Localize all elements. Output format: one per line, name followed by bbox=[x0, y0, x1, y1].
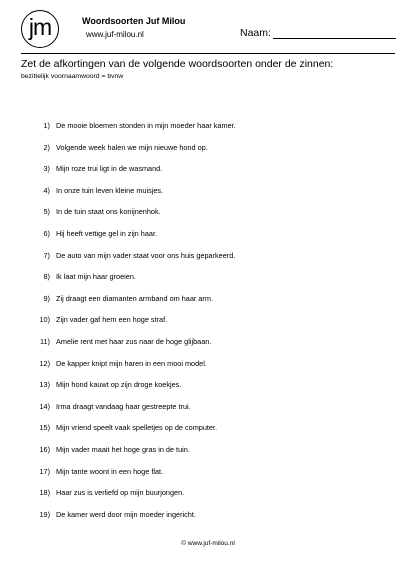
name-field bbox=[240, 27, 396, 39]
sentence-text: Mijn tante woont in een hoge flat. bbox=[56, 466, 164, 476]
sentence-number: 4) bbox=[43, 185, 50, 195]
sentence-text: Zij draagt een diamanten armband om haar arm. bbox=[56, 293, 213, 303]
sentence-number: 18) bbox=[39, 488, 50, 498]
instruction-text: Zet de afkortingen van de volgende woordsoorten onder de zinnen: bbox=[21, 58, 334, 70]
sentence-text: Amelie rent met haar zus naar de hoge glijbaan. bbox=[56, 336, 212, 346]
sentence-item bbox=[32, 315, 392, 337]
name-label: Naam: bbox=[240, 27, 271, 39]
sentence-number: 15) bbox=[39, 423, 50, 433]
sentence-item bbox=[32, 186, 392, 208]
sentence-number: 11) bbox=[39, 336, 50, 346]
sentence-number: 6) bbox=[43, 228, 50, 238]
sentence-text: Haar zus is verliefd op mijn buurjongen. bbox=[56, 488, 185, 498]
abbreviation-key: bezittelijk voornaamwoord = bvnw bbox=[21, 73, 124, 80]
header-divider bbox=[21, 53, 395, 54]
sentence-number: 8) bbox=[43, 272, 50, 282]
sentence-item bbox=[32, 359, 392, 381]
sentence-item bbox=[32, 402, 392, 424]
sentence-text: In de tuin staat ons konijnenhok. bbox=[56, 207, 161, 217]
logo bbox=[21, 10, 59, 48]
sentence-item bbox=[32, 164, 392, 186]
sentence-text: Ik laat mijn haar groeien. bbox=[56, 272, 136, 282]
sentence-number: 2) bbox=[43, 142, 50, 152]
sentence-item bbox=[32, 380, 392, 402]
sentence-number: 19) bbox=[39, 509, 50, 519]
sentence-item bbox=[32, 467, 392, 489]
sentence-item bbox=[32, 272, 392, 294]
brand-url: www.juf-milou.nl bbox=[86, 30, 144, 39]
sentence-text: Mijn vader maait het hoge gras in de tuin. bbox=[56, 444, 190, 454]
sentence-text: De auto van mijn vader staat voor ons huis geparkeerd. bbox=[56, 250, 236, 260]
sentence-text: Volgende week halen we mijn nieuwe hond op. bbox=[56, 142, 208, 152]
sentence-number: 9) bbox=[43, 293, 50, 303]
sentence-number: 5) bbox=[43, 207, 50, 217]
sentence-number: 14) bbox=[39, 401, 50, 411]
sentence-item bbox=[32, 294, 392, 316]
sentence-number: 16) bbox=[39, 444, 50, 454]
sentence-number: 1) bbox=[43, 121, 50, 130]
sentence-number: 12) bbox=[39, 358, 50, 368]
footer-copyright: © www.juf-milou.nl bbox=[181, 540, 235, 547]
sentence-text: In onze tuin leven kleine muisjes. bbox=[56, 185, 164, 195]
sentence-text: Hij heeft vettige gel in zijn haar. bbox=[56, 228, 157, 238]
sentence-item bbox=[32, 143, 392, 165]
sentence-number: 3) bbox=[43, 164, 50, 174]
sentence-text: Irma draagt vandaag haar gestreepte trui. bbox=[56, 401, 191, 411]
sentence-text: Mijn roze trui ligt in de wasmand. bbox=[56, 164, 163, 174]
sentence-number: 10) bbox=[39, 315, 50, 325]
sentence-text: De kapper knipt mijn haren in een mooi model. bbox=[56, 358, 207, 368]
sentence-text: Zijn vader gaf hem een hoge straf. bbox=[56, 315, 168, 325]
sentence-item bbox=[32, 229, 392, 251]
brand-title: Woordsoorten Juf Milou bbox=[82, 16, 186, 26]
sentence-item bbox=[32, 251, 392, 273]
sentence-item bbox=[32, 121, 392, 143]
sentence-item bbox=[32, 337, 392, 359]
sentence-number: 7) bbox=[43, 250, 50, 260]
sentence-text: Mijn hond kauwt op zijn droge koekjes. bbox=[56, 380, 182, 390]
name-blank-line[interactable] bbox=[273, 28, 396, 39]
sentence-text: De mooie bloemen stonden in mijn moeder haar kamer. bbox=[56, 121, 236, 130]
sentence-number: 13) bbox=[39, 380, 50, 390]
sentence-item bbox=[32, 445, 392, 467]
sentence-item bbox=[32, 423, 392, 445]
sentence-item bbox=[32, 510, 392, 532]
sentence-text: De kamer werd door mijn moeder ingericht. bbox=[56, 509, 196, 519]
sentence-list bbox=[32, 121, 392, 531]
logo-text: jm bbox=[28, 14, 52, 40]
sentence-text: Mijn vriend speelt vaak spelletjes op de computer. bbox=[56, 423, 218, 433]
sentence-item bbox=[32, 488, 392, 510]
sentence-number: 17) bbox=[39, 466, 50, 476]
sentence-item bbox=[32, 207, 392, 229]
